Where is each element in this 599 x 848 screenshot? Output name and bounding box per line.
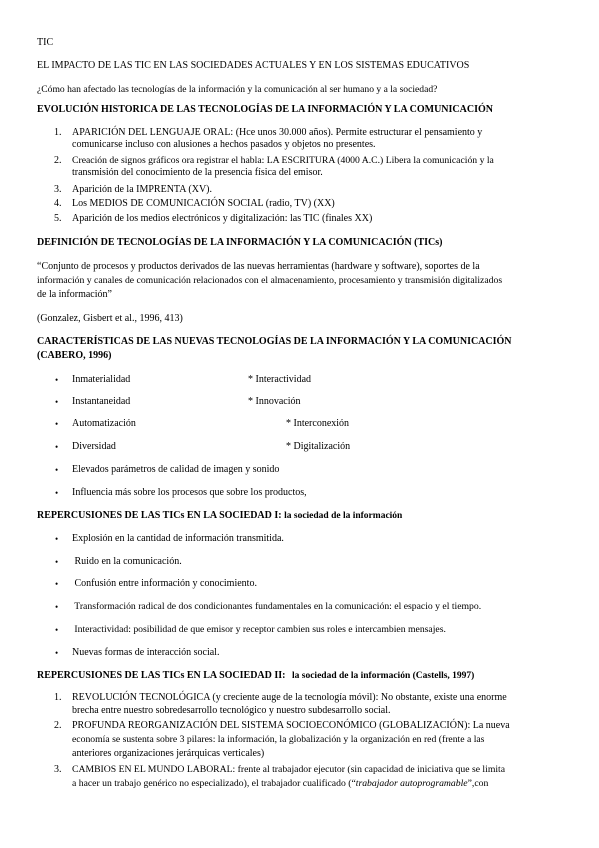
list-number: 3. <box>54 184 62 195</box>
list-item-line: CAMBIOS EN EL MUNDO LABORAL: frente al trabajador ejecutor (sin capacidad de iniciativa que se limita <box>72 764 506 775</box>
feature-item: Influencia más sobre los procesos que sobre los productos, <box>72 487 307 498</box>
section-heading-caracteristicas-cont: (CABERO, 1996) <box>37 350 112 361</box>
list-item-line: comunicarse incluso con alusiones a hechos pasados y objetos no presentes. <box>72 139 376 150</box>
list-item-line: brecha entre nuestro sobredesarrollo tecnológico y nuestro subdesarrollo social. <box>72 705 391 716</box>
doc-question: ¿Cómo han afectado las tecnologías de la información y la comunicación al ser humano y a la sociedad? <box>37 84 438 95</box>
doc-title: EL IMPACTO DE LAS TIC EN LAS SOCIEDADES ACTUALES Y EN LOS SISTEMAS EDUCATIVOS <box>37 60 470 71</box>
quote-line: de la información” <box>37 289 112 300</box>
list-number: 1. <box>54 127 62 138</box>
list-number: 3. <box>54 764 62 775</box>
section-heading-caracteristicas: CARACTERÍSTICAS DE LAS NUEVAS TECNOLOGÍAS DE LA INFORMACIÓN Y LA COMUNICACIÓN <box>37 336 512 347</box>
bullet-icon: • <box>55 579 59 589</box>
feature-right: * Digitalización <box>286 441 351 452</box>
list-number: 2. <box>54 720 62 731</box>
bullet-icon: • <box>55 557 59 567</box>
list-item-line: transmisión del conocimiento de la presencia física del emisor. <box>72 167 323 178</box>
quote-line: información y canales de comunicación relacionados con el almacenamiento, procesamiento y transmisión digitalizados <box>37 275 503 286</box>
heading-part: REPERCUSIONES DE LAS TICs EN LA SOCIEDAD II: <box>37 670 286 681</box>
citation: (Gonzalez, Gisbert et al., 1996, 413) <box>37 313 183 324</box>
heading-part: REPERCUSIONES DE LAS TICs EN LA SOCIEDAD I: <box>37 510 282 521</box>
section-heading-repercusiones-2 <box>37 670 474 682</box>
bullet-icon: • <box>55 488 59 498</box>
bullet-icon: • <box>55 375 59 385</box>
bullet-icon: • <box>55 419 59 429</box>
list-item-line: Aparición de la IMPRENTA (XV). <box>72 184 213 195</box>
list-item-line: PROFUNDA REORGANIZACIÓN DEL SISTEMA SOCIOECONÓMICO (GLOBALIZACIÓN): La nueva <box>72 720 510 731</box>
feature-left: Inmaterialidad <box>72 374 131 385</box>
section-heading-evolucion: EVOLUCIÓN HISTORICA DE LAS TECNOLOGÍAS DE LA INFORMACIÓN Y LA COMUNICACIÓN <box>37 104 493 115</box>
list-item-line-mixed <box>72 778 488 790</box>
text-fragment: ”,con <box>467 778 489 789</box>
feature-left: Instantaneidad <box>72 396 131 407</box>
quote-line: “Conjunto de procesos y productos derivados de las nuevas herramientas (hardware y software), soportes de la <box>37 261 480 272</box>
bullet-icon: • <box>55 648 59 658</box>
list-item-line: economía se sustenta sobre 3 pilares: la información, la globalización y la organización en red (frente a las <box>72 734 485 745</box>
feature-item: Elevados parámetros de calidad de imagen y sonido <box>72 464 280 475</box>
list-item-line: Aparición de los medios electrónicos y digitalización: las TIC (finales XX) <box>72 213 373 224</box>
text-fragment: a hacer un trabajo genérico no especializado), el trabajador cualificado (“ <box>72 778 356 789</box>
bullet-icon: • <box>55 602 59 612</box>
bullet-icon: • <box>55 625 59 635</box>
feature-right: * Interactividad <box>248 374 312 385</box>
list-item: Interactividad: posibilidad de que emisor y receptor cambien sus roles e intercambien mensajes. <box>72 624 446 635</box>
bullet-icon: • <box>55 397 59 407</box>
list-item: Nuevas formas de interacción social. <box>72 647 220 658</box>
heading-part: la sociedad de la información <box>284 511 403 521</box>
list-number: 1. <box>54 692 62 703</box>
bullet-icon: • <box>55 442 59 452</box>
list-item-line: REVOLUCIÓN TECNOLÓGICA (y creciente auge de la tecnología móvil): No obstante, existe una enorme <box>72 692 507 703</box>
section-heading-repercusiones-1 <box>37 510 402 522</box>
feature-left: Automatización <box>72 418 136 429</box>
feature-left: Diversidad <box>72 441 116 452</box>
list-item: Ruido en la comunicación. <box>72 556 182 567</box>
bullet-icon: • <box>55 465 59 475</box>
list-item-line: anteriores organizaciones jerárquicas verticales) <box>72 748 265 759</box>
doc-tag: TIC <box>37 37 54 48</box>
list-number: 2. <box>54 155 62 166</box>
heading-part: la sociedad de la información (Castells, 1997) <box>292 671 475 681</box>
italic-term: trabajador autoprogramable <box>355 778 468 789</box>
feature-right: * Innovación <box>248 396 301 407</box>
list-item-line: Creación de signos gráficos ora registrar el habla: LA ESCRITURA (4000 A.C.) Libera la comunicación y la <box>72 155 494 166</box>
list-number: 5. <box>54 213 62 224</box>
list-item: Transformación radical de dos condicionantes fundamentales en la comunicación: el espacio y el tiempo. <box>72 601 482 612</box>
list-number: 4. <box>54 198 62 209</box>
list-item-line: Los MEDIOS DE COMUNICACIÓN SOCIAL (radio, TV) (XX) <box>72 198 335 209</box>
section-heading-definicion: DEFINICIÓN DE TECNOLOGÍAS DE LA INFORMACIÓN Y LA COMUNICACIÓN (TICs) <box>37 237 443 248</box>
bullet-icon: • <box>55 534 59 544</box>
list-item: Confusión entre información y conocimiento. <box>72 578 257 589</box>
list-item-line: APARICIÓN DEL LENGUAJE ORAL: (Hce unos 30.000 años). Permite estructurar el pensamiento y <box>72 127 483 138</box>
feature-right: * Interconexión <box>286 418 350 429</box>
list-item: Explosión en la cantidad de información transmitida. <box>72 533 284 544</box>
